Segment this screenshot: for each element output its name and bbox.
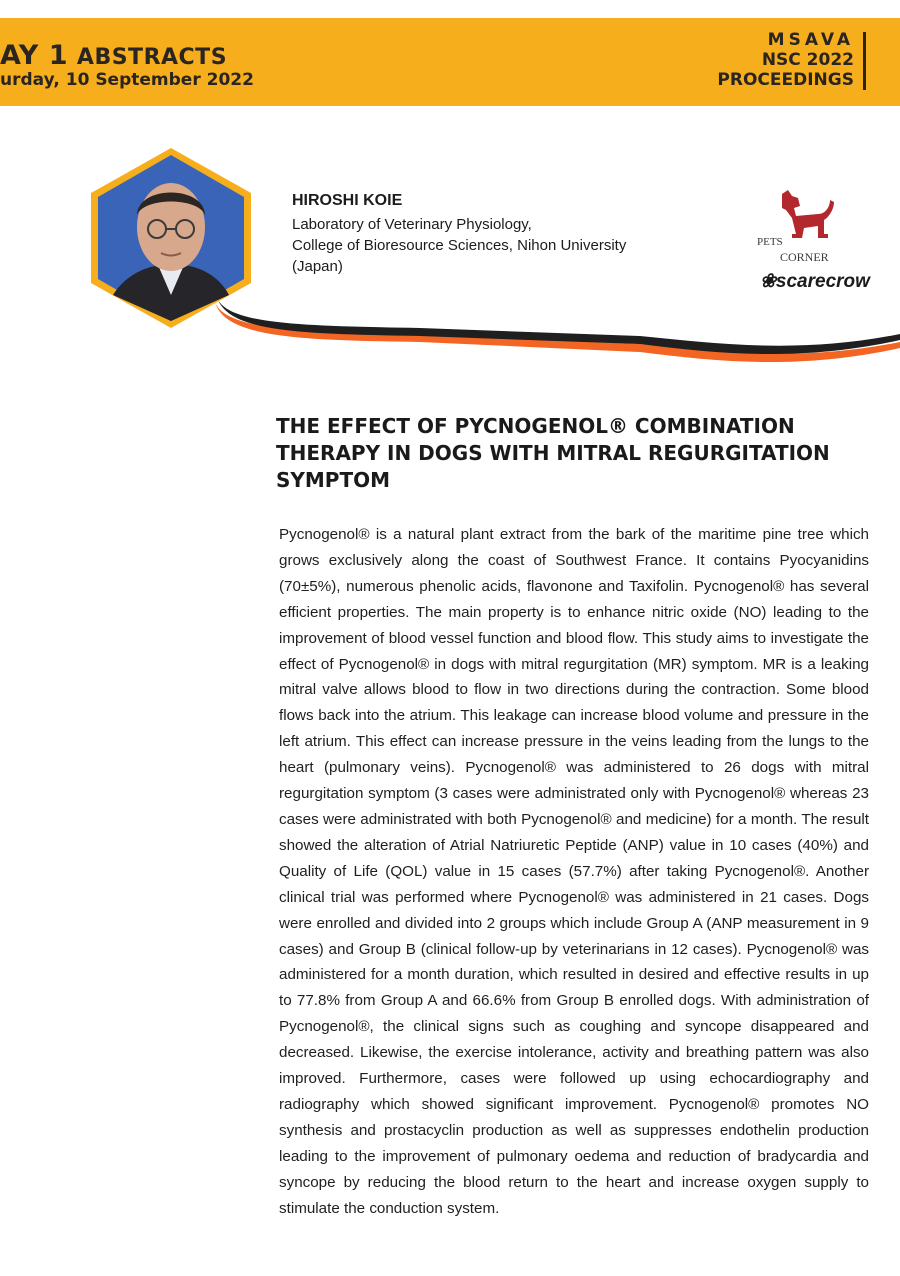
affiliation-line: Laboratory of Veterinary Physiology, [292, 216, 532, 233]
scarecrow-logo-text: scarecrow [775, 271, 870, 292]
logo-pets-text: PETS [757, 236, 783, 248]
speaker-photo [88, 145, 254, 331]
dog-icon [782, 190, 834, 238]
affiliation-line: (Japan) [292, 258, 343, 275]
speaker-affiliation [292, 214, 626, 277]
speaker-name: HIROSHI KOIE [292, 192, 403, 209]
top-margin [0, 0, 900, 18]
proceedings-mark [717, 30, 854, 90]
day-title [0, 40, 227, 71]
paw-icon: ❀ [760, 271, 776, 292]
proceedings-label: PROCEEDINGS [717, 70, 854, 90]
article-title: THE EFFECT OF PYCNOGENOL® COMBINATION THERAPY IN DOGS WITH MITRAL REGURGITATION SYMPTOM [276, 414, 830, 492]
scarecrow-logo [760, 270, 870, 293]
abstracts-label: ABSTRACTS [76, 45, 228, 70]
event-date: urday, 10 September 2022 [0, 70, 254, 90]
header-divider-bar [863, 32, 866, 90]
day-label: AY 1 [0, 40, 69, 71]
affiliation-line: College of Bioresource Sciences, Nihon University [292, 237, 627, 254]
logo-corner-text: CORNER [780, 250, 829, 264]
org-name: MSAVA [767, 30, 854, 50]
conference-name: NSC 2022 [761, 50, 854, 70]
abstract-text: Pycnogenol® is a natural plant extract from the bark of the maritime pine tree which grows exclusively along the coast of Southwest France. It contains Pyocyanidins (70±5%), numerous phenolic acids, flavonone and Taxifolin. Pycnogenol® has several efficient properties. The main property is to enhance nitric oxide (NO) leading to the improvement of blood vessel function and blood flow. This study aims to investigate the effect of Pycnogenol® in dogs with mitral regurgitation (MR) symptom. MR is a leaking mitral valve allows blood to flow in two directions during the contraction. Some blood flows back into the atrium. This leakage can increase blood volume and pressure in the left atrium. This effect can increase pressure in the veins leading from the lungs to the heart (pulmonary veins). Pycnogenol® was administered to 26 dogs with mitral regurgitation symptom (3 cases were administrated only with Pycnogenol® whereas 23 cases were administrated with both Pycnogenol® and medicine) for a month. The result showed the alteration of Atrial Natriuretic Peptide (ANP) value in 10 cases (40%) and Quality of Life (QOL) value in 15 cases (57.7%) after taking Pycnogenol®. Another clinical trial was performed where Pycnogenol® was administered in 21 cases. Dogs were enrolled and divided into 2 groups which include Group A (ANP measurement in 9 cases) and Group B (clinical follow-up by veterinarians in 12 cases). Pycnogenol® was administered for a month duration, which resulted in desired and effective results in up to 77.8% from Group A and 66.6% from Group B enrolled dogs. With administration of Pycnogenol®, the clinical signs such as coughing and syncope disappeared and decreased. Likewise, the exercise intolerance, activity and breathing pattern was also improved. Furthermore, cases were followed up using echocardiography and radiography which showed significant improvement. Pycnogenol® promotes NO synthesis and prostacyclin production as well as suppresses endothelin production leading to the improvement of pulmonary oedema and reduction of bradycardia and syncope by reducing the blood return to the heart and increase oxygen supply to stimulate the conduction system. [279, 526, 869, 1217]
